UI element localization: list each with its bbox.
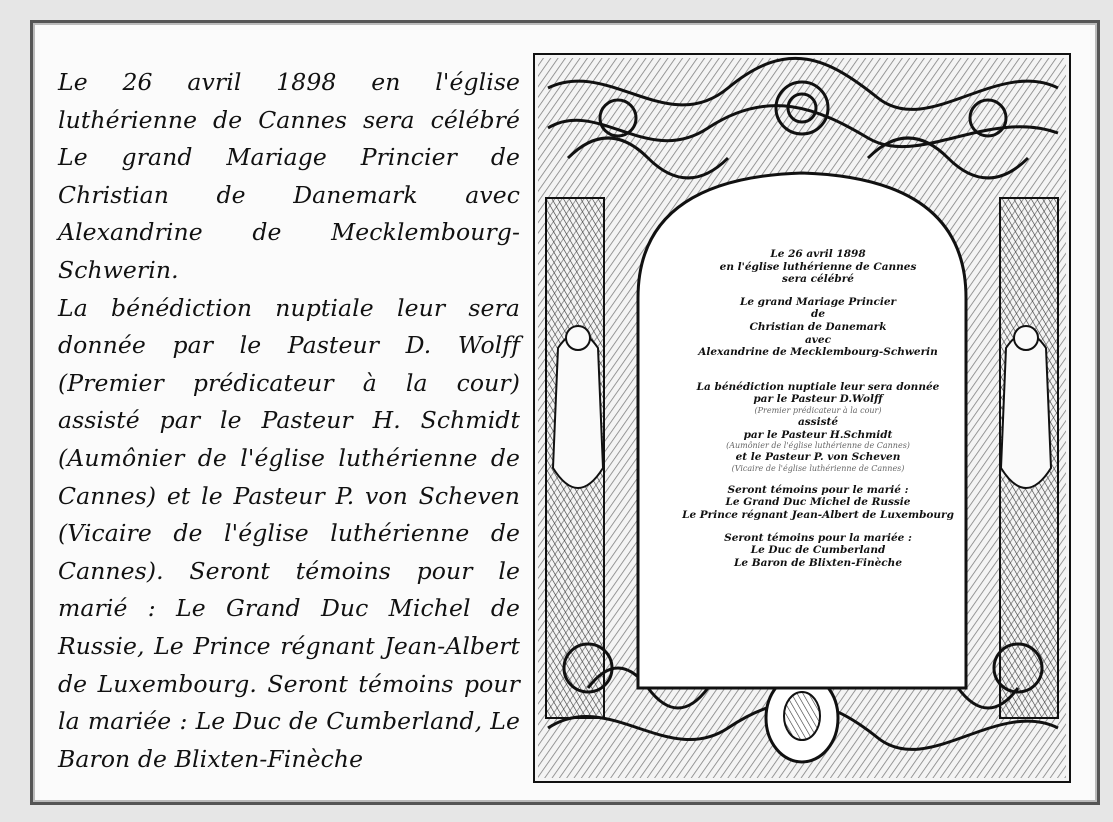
inv-witness-cumberland: Le Duc de Cumberland bbox=[750, 544, 886, 557]
inv-celebrated: sera célébré bbox=[782, 273, 854, 286]
inv-scheven-title: (Vicaire de l'église luthérienne de Cannes) bbox=[731, 463, 905, 473]
inv-place: en l'église luthérienne de Cannes bbox=[719, 260, 917, 273]
inv-witnesses-bride-heading: Seront témoins pour la mariée : bbox=[724, 531, 912, 544]
inv-witnesses-groom-heading: Seront témoins pour le marié : bbox=[727, 483, 909, 496]
inv-schmidt-title: (Aumônier de l'église luthérienne de Cannes) bbox=[726, 441, 910, 451]
ornamental-invitation bbox=[528, 48, 1076, 788]
inv-pasteur-wolff: par le Pasteur D.Wolff bbox=[753, 393, 883, 406]
inv-groom: Christian de Danemark bbox=[749, 320, 887, 333]
inv-witness-jean-albert: Le Prince régnant Jean-Albert de Luxembourg bbox=[682, 508, 954, 521]
inv-pasteur-scheven: et le Pasteur P. von Scheven bbox=[735, 451, 901, 464]
inv-date: Le 26 avril 1898 bbox=[770, 248, 866, 260]
inv-assiste: assisté bbox=[797, 415, 839, 428]
paragraph-intro: Le 26 avril 1898 en l'église luthérienne de Cannes sera célébré Le grand Mariage Princier de Christian de Danemark avec Alexandrine de Mecklembourg-Schwerin. bbox=[58, 68, 520, 284]
inv-avec: avec bbox=[805, 333, 831, 346]
inv-grand-mariage: Le grand Mariage Princier bbox=[739, 295, 897, 308]
inv-benediction: La bénédiction nuptiale leur sera donnée bbox=[696, 380, 940, 393]
inv-witness-blixten: Le Baron de Blixten-Finèche bbox=[734, 556, 902, 569]
paragraph-ceremony: La bénédiction nuptiale leur sera donnée par le Pasteur D. Wolff (Premier prédicateur à la cour) assisté par le Pasteur H. Schmidt (Aumônier de l'église luthérienne de Cannes) et le Pasteur P. von Scheven (Vicaire de l'église luthérienne de Cannes). Seront témoins pour le marié : Le Grand Duc Michel de Russie, Le Prince régnant Jean-Albert de Luxembourg. Seront témoins pour la mariée : Le Duc de Cumberland, Le Baron de Blixten-Finèche bbox=[58, 293, 520, 773]
inv-wolff-title: (Premier prédicateur à la cour) bbox=[754, 405, 882, 415]
invitation-text bbox=[668, 248, 968, 569]
transcription-text bbox=[58, 64, 520, 778]
inv-pasteur-schmidt: par le Pasteur H.Schmidt bbox=[743, 428, 893, 441]
inv-witness-michel: Le Grand Duc Michel de Russie bbox=[725, 496, 911, 509]
inv-de: de bbox=[810, 308, 826, 321]
inv-bride: Alexandrine de Mecklembourg-Schwerin bbox=[698, 346, 938, 359]
